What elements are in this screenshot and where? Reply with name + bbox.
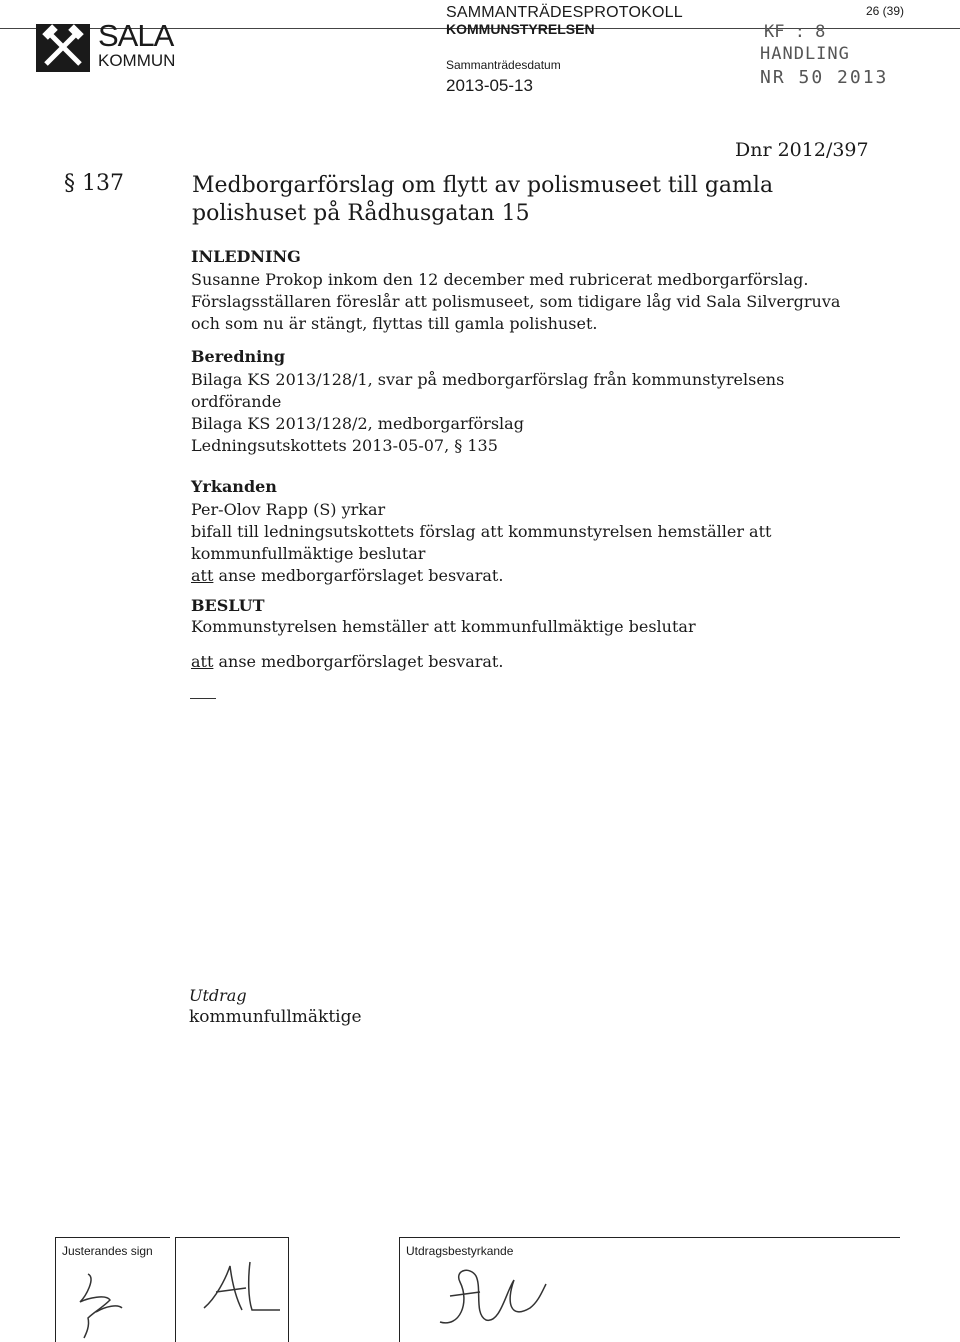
utdragsbestyrkande-box: [399, 1237, 900, 1342]
second-sign-box: [175, 1237, 289, 1342]
stamp-line-2: HANDLING: [760, 44, 850, 64]
beslut-heading: BESLUT: [191, 596, 265, 615]
yrkanden-block: [191, 499, 851, 587]
beslut-att-line: [191, 651, 503, 673]
yrkanden-proposer: Per-Olov Rapp (S) yrkar: [191, 500, 386, 519]
stamp-line-3: NR 50 2013: [760, 67, 889, 88]
sala-kommun-logo: [32, 2, 192, 82]
end-divider: [190, 698, 216, 699]
justerandes-label: Justerandes sign: [62, 1244, 153, 1258]
beredning-item: Bilaga KS 2013/128/1, svar på medborgarförslag från kommunstyrelsens ordförande: [191, 370, 785, 411]
case-number: Dnr 2012/397: [735, 139, 869, 161]
inledning-text: Susanne Prokop inkom den 12 december med rubricerat medborgarförslag. Förslagsställaren föreslår att polismuseet, som tidigare låg vid Sala Silvergruva och som nu är stängt, flyttas till gamla polishuset.: [191, 270, 841, 333]
logo-subtitle: KOMMUN: [98, 51, 176, 70]
signature-certification: [420, 1262, 560, 1338]
signature-footer: [55, 1237, 900, 1341]
yrkanden-heading: Yrkanden: [191, 477, 277, 496]
att-word: att: [191, 566, 214, 585]
beslut-text: Kommunstyrelsen hemställer att kommunfullmäktige beslutar: [191, 617, 696, 636]
justerandes-sign-box: [55, 1237, 170, 1342]
registration-stamp: [760, 22, 890, 92]
committee-name: KOMMUNSTYRELSEN: [446, 21, 595, 37]
yrkanden-att-line: [191, 565, 851, 587]
utdragsbestyrkande-label: Utdragsbestyrkande: [406, 1244, 514, 1258]
stamp-line-1: KF : 8: [764, 22, 826, 42]
extract-recipient: kommunfullmäktige: [189, 1007, 362, 1027]
inledning-heading: INLEDNING: [191, 247, 301, 266]
beredning-item: Ledningsutskottets 2013-05-07, § 135: [191, 436, 498, 455]
document-type: SAMMANTRÄDESPROTOKOLL: [446, 4, 683, 21]
case-title: Medborgarförslag om flytt av polismuseet till gamla polishuset på Rådhusgatan 15: [192, 173, 774, 226]
beredning-item: Bilaga KS 2013/128/2, medborgarförslag: [191, 414, 524, 433]
att-clause: anse medborgarförslaget besvarat.: [213, 566, 504, 585]
signature-initials-1: [66, 1268, 146, 1340]
yrkanden-text: bifall till ledningsutskottets förslag att kommunstyrelsen hemställer att kommunfullmäktige beslutar: [191, 522, 772, 563]
logo-name: SALA: [98, 18, 174, 53]
crossed-hammers-icon: [36, 24, 90, 72]
extract-label: Utdrag: [189, 986, 247, 1005]
meeting-date-label: Sammanträdesdatum: [446, 58, 561, 72]
att-word: att: [191, 652, 214, 671]
att-clause: anse medborgarförslaget besvarat.: [213, 652, 504, 671]
beredning-list: [191, 369, 851, 457]
signature-initials-2: [196, 1248, 286, 1328]
meeting-date: 2013-05-13: [446, 76, 533, 95]
beredning-heading: Beredning: [191, 347, 286, 366]
section-number: § 137: [64, 171, 124, 196]
page-number: 26 (39): [866, 4, 905, 18]
